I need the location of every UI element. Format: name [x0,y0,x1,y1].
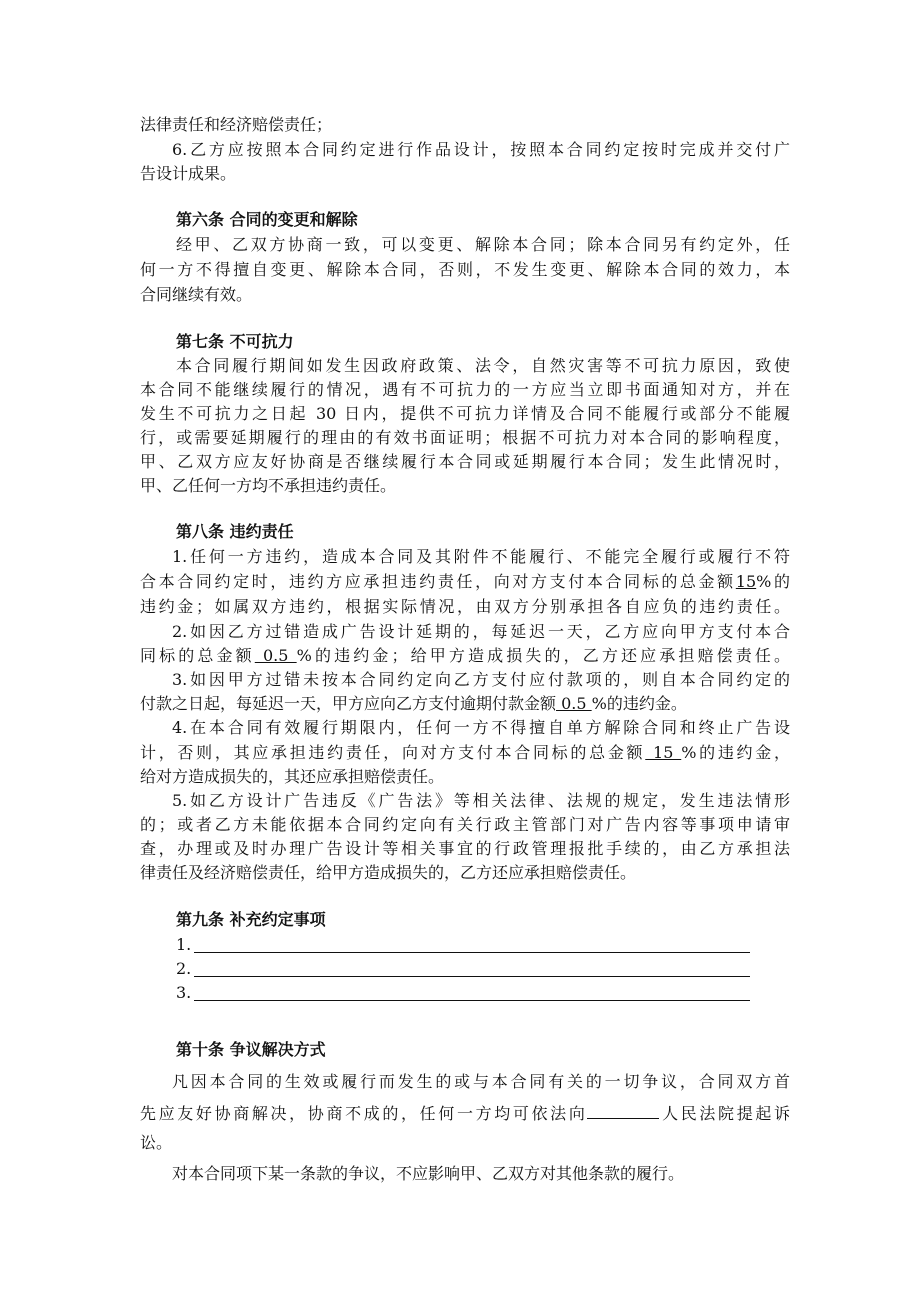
article-6-heading: 第六条 合同的变更和解除 [176,210,358,229]
article-10-line: 凡因本合同的生效或履行而发生的或与本合同有关的一切争议，合同双方首 [172,1072,790,1091]
article-6-line: 何一方不得擅自变更、解除本合同，否则，不发生变更、解除本合同的效力，本 [140,260,790,279]
text: 合本合同约定时，违约方应承担违约责任，向对方支付本合同标的总金额 [140,572,736,591]
article-7-line: 发生不可抗力之日起 30 日内，提供不可抗力详情及合同不能履行或部分不能履 [140,404,790,423]
penalty-rate: 15 [645,743,682,762]
article-9-heading: 第九条 补充约定事项 [176,910,326,929]
article-8-item-3: 3.如因甲方过错未按本合同约定向乙方支付应付款项的，则自本合同约定的 [172,670,790,689]
article-8-item-4-cont [140,741,790,765]
article-10-heading: 第十条 争议解决方式 [176,1040,326,1059]
text: 同标的总金额 [140,646,255,665]
article-8-item-1-cont [140,570,790,594]
article-6-line: 合同继续有效。 [140,285,253,304]
article-7-line: 行，或需要延期履行的理由的有效书面证明；根据不可抗力对本合同的影响程度， [140,428,790,447]
text: 人民法院提起诉 [659,1104,790,1123]
article-7-heading: 第七条 不可抗力 [176,332,294,351]
text: 先应友好协商解决，协商不成的，任何一方均可依法向 [140,1104,588,1123]
article-8-item-5: 5.如乙方设计广告违反《广告法》等相关法律、法规的规定，发生违法情形 [172,791,790,810]
text: %的违约金， [681,743,790,762]
article-8-item-4: 4.在本合同有效履行期限内，任何一方不得擅自单方解除合同和终止广告设 [172,718,790,737]
penalty-rate: 15 [735,572,757,591]
article-7-line: 本合同不能继续履行的情况，遇有不可抗力的一方应当立即书面通知对方，并在 [140,380,790,399]
article-7-line: 甲、乙双方应友好协商是否继续履行本合同或延期履行本合同；发生此情况时， [140,452,790,471]
article-8-item-5-cont: 律责任及经济赔偿责任，给甲方造成损失的，乙方还应承担赔偿责任。 [140,863,637,882]
supplement-number: 2. [176,959,192,978]
penalty-rate: 0.5 [254,646,297,665]
text: 计，否则，其应承担违约责任，向对方支付本合同标的总金额 [140,743,646,762]
supplement-line-2[interactable] [176,957,191,981]
article-10-line: 讼。 [140,1133,173,1152]
article-8-item-5-cont: 的；或者乙方未能依据本合同约定向有关行政主管部门对广告内容等事项申请审 [140,815,790,834]
article-5-item-6-cont: 告设计成果。 [140,164,237,183]
court-blank[interactable] [587,1101,659,1119]
article-8-item-2-cont [140,644,790,668]
penalty-rate: 0.5 [556,694,592,713]
article-6-line: 经甲、乙双方协商一致，可以变更、解除本合同；除本合同另有约定外，任 [176,235,790,254]
supplement-number: 1. [176,935,192,954]
article-8-item-1-cont: 违约金；如属双方违约，根据实际情况，由双方分别承担各自应负的违约责任。 [140,597,790,616]
supplement-number: 3. [176,983,192,1002]
supplement-line-3[interactable] [176,981,191,1005]
article-8-item-2: 2.如因乙方过错造成广告设计延期的，每延迟一天，乙方应向甲方支付本合 [172,622,790,641]
article-10-line: 对本合同项下某一条款的争议，不应影响甲、乙双方对其他条款的履行。 [172,1164,685,1183]
article-5-item-6: 6.乙方应按照本合同约定进行作品设计，按照本合同约定按时完成并交付广 [172,140,790,159]
article-8-item-1: 1.任何一方违约，造成本合同及其附件不能履行、不能完全履行或履行不符 [172,547,790,566]
text: %的 [756,572,790,591]
article-8-item-5-cont: 查，办理或及时办理广告设计等相关事宜的行政管理报批手续的，由乙方承担法 [140,839,790,858]
article-7-line: 本合同履行期间如发生因政府政策、法令，自然灾害等不可抗力原因，致使 [176,356,790,375]
article-5-line: 法律责任和经济赔偿责任； [140,115,333,134]
article-7-line: 甲、乙任何一方均不承担违约责任。 [140,476,397,495]
article-10-line [140,1101,790,1126]
article-8-heading: 第八条 违约责任 [176,522,294,541]
text: %的违约金。 [591,694,687,713]
article-8-item-4-cont: 给对方造成损失的，其还应承担赔偿责任。 [140,767,445,786]
article-8-item-3-cont [140,692,790,716]
text: %的违约金；给甲方造成损失的，乙方还应承担赔偿责任。 [296,646,790,665]
supplement-line-1[interactable] [176,933,191,957]
text: 付款之日起，每延迟一天，甲方应向乙方支付逾期付款金额 [140,694,557,713]
